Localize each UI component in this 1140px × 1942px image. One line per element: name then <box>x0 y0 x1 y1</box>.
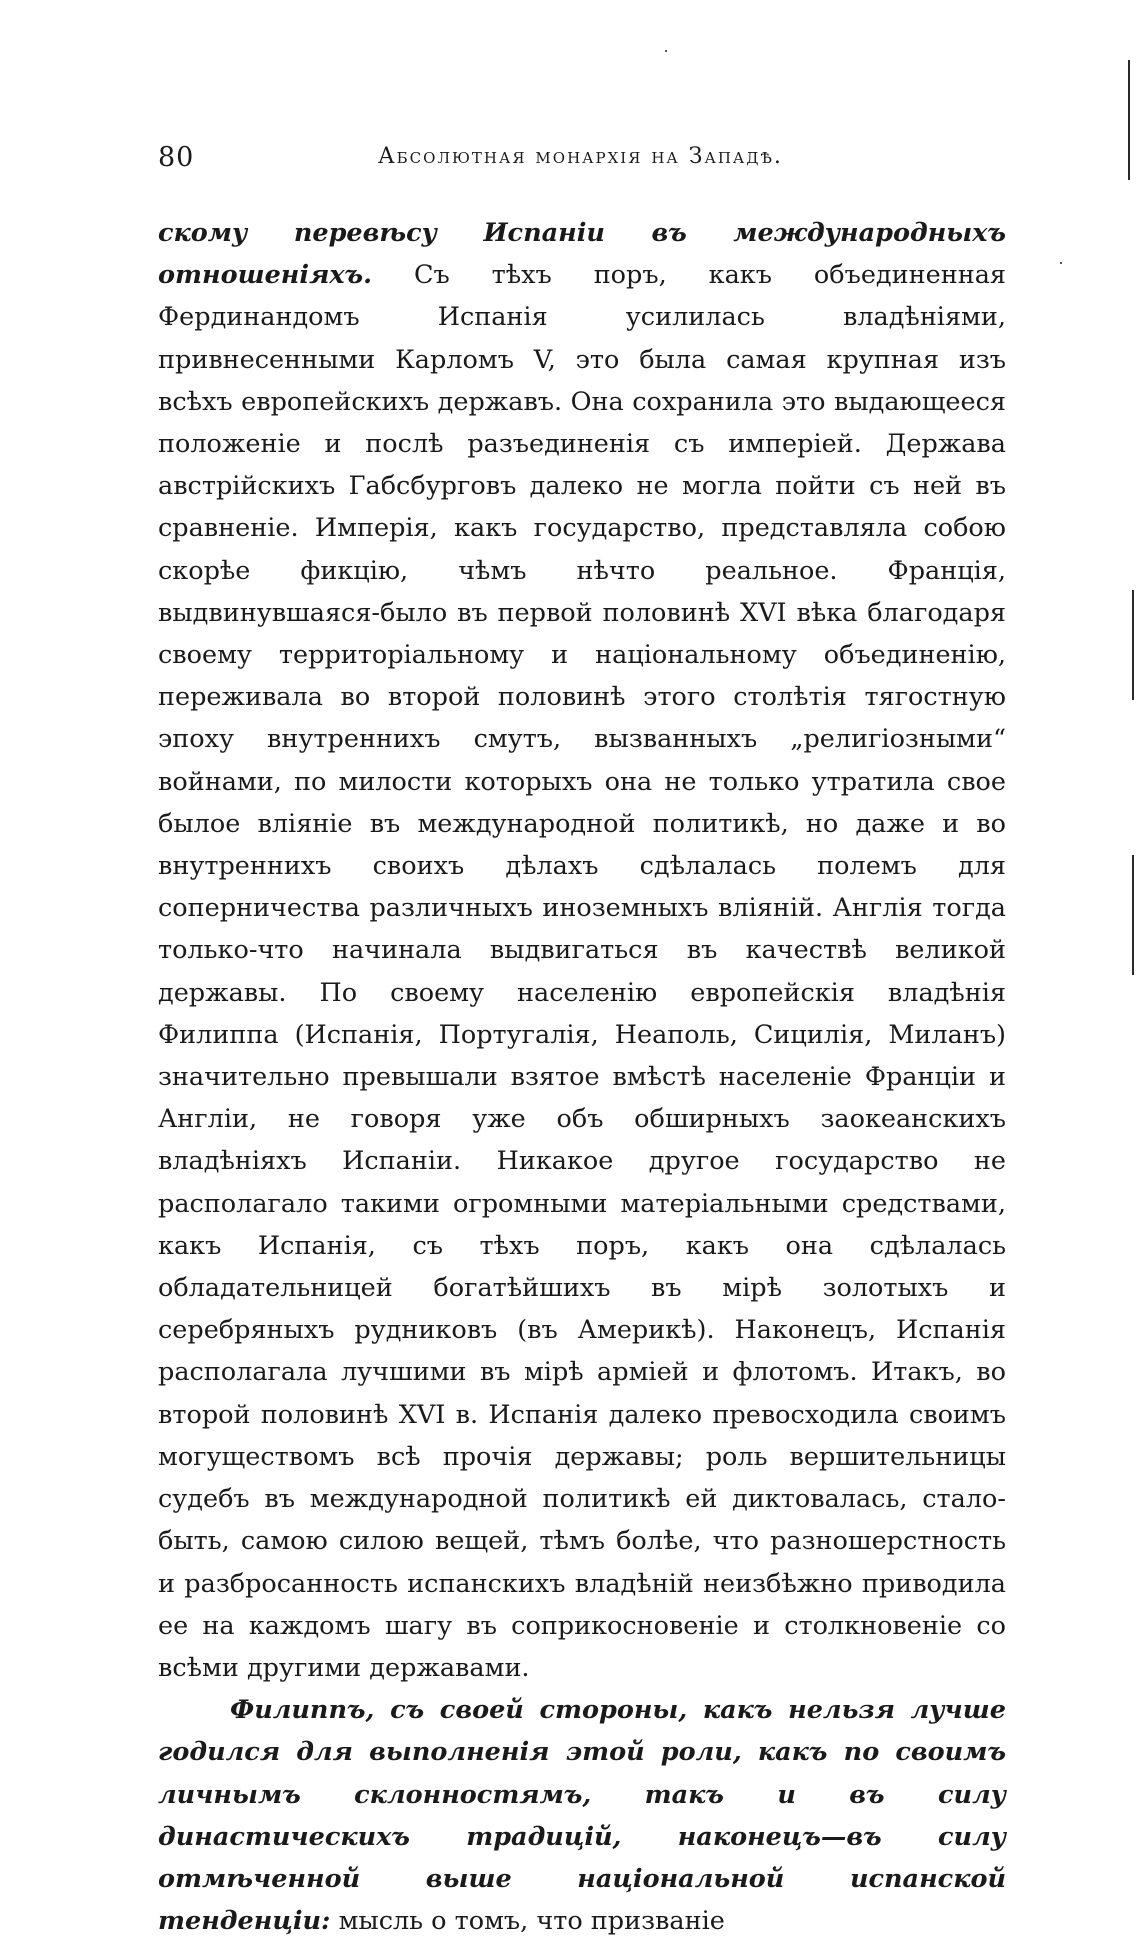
paragraph-2-text: мысль о томъ, что призваніе <box>330 1906 725 1937</box>
paragraph-2-italic-lead: Филиппъ, съ своей стороны, какъ нельзя лучше годился для выполненія этой роли, какъ по своимъ личнымъ склонностямъ, такъ и въ силу династическихъ традицій, наконецъ—въ силу отмѣченной выше національной испанской тенденціи: <box>158 1695 1006 1937</box>
paragraph-1-italic-lead: скому перевѣсу Испаніи въ международныхъ отношеніяхъ. <box>158 218 1006 291</box>
running-title: Абсолютная монархія на Западѣ. <box>378 144 783 169</box>
scan-speck <box>1060 262 1062 264</box>
scan-edge-line <box>1132 590 1134 700</box>
page-number: 80 <box>158 142 195 173</box>
paragraph-2 <box>158 1689 1006 1942</box>
paragraph-1 <box>158 212 1006 1689</box>
scan-edge-line <box>1132 855 1134 975</box>
scan-speck <box>665 50 667 52</box>
scan-edge-line <box>1128 60 1130 180</box>
paragraph-1-text: Съ тѣхъ поръ, какъ объединенная Фердинандомъ Испанія усилилась владѣніями, привнесенными Карломъ V, это была самая крупная изъ всѣхъ европейскихъ державъ. Она сохранила это выдающееся положеніе и послѣ разъединенія съ имперіей. Держава австрійскихъ Габсбурговъ далеко не могла пойти съ ней въ сравненіе. Имперія, какъ государство, представляла собою скорѣе фикцію, чѣмъ нѣчто реальное. Франція, выдвинувшаяся-было въ первой половинѣ XVI вѣка благодаря своему территоріальному и національному объединенію, переживала во второй половинѣ этого столѣтія тягостную эпоху внутреннихъ смутъ, вызванныхъ „религіозными“ войнами, по милости которыхъ она не только утратила свое былое вліяніе въ международной политикѣ, но даже и во внутреннихъ своихъ дѣлахъ сдѣлалась полемъ для соперничества различныхъ иноземныхъ вліяній. Англія тогда только-что начинала выдвигаться въ качествѣ великой державы. По своему населенію европейскія владѣнія Филиппа (Испанія, Португалія, Неаполь, Сицилія, Миланъ) значительно превышали взятое вмѣстѣ населеніе Франціи и Англіи, не говоря уже объ обширныхъ заокеанскихъ владѣніяхъ Испаніи. Никакое другое государство не располагало такими огромными матеріальными средствами, какъ Испанія, съ тѣхъ поръ, какъ она сдѣлалась обладательницей богатѣйшихъ въ мірѣ золотыхъ и серебряныхъ рудниковъ (въ Америкѣ). Наконецъ, Испанія располагала лучшими въ мірѣ арміей и флотомъ. Итакъ, во второй половинѣ XVI в. Испанія далеко превосходила своимъ могуществомъ всѣ прочія державы; роль вершительницы судебъ въ международной политикѣ ей диктовалась, стало-быть, самою силою вещей, тѣмъ болѣе, что разношерстность и разбросанность испанскихъ владѣній неизбѣжно приводила ее на каждомъ шагу въ соприкосновеніе и столкновеніе со всѣми другими державами. <box>158 260 1006 1683</box>
body-text <box>158 212 1006 1942</box>
page-header <box>158 142 1006 182</box>
